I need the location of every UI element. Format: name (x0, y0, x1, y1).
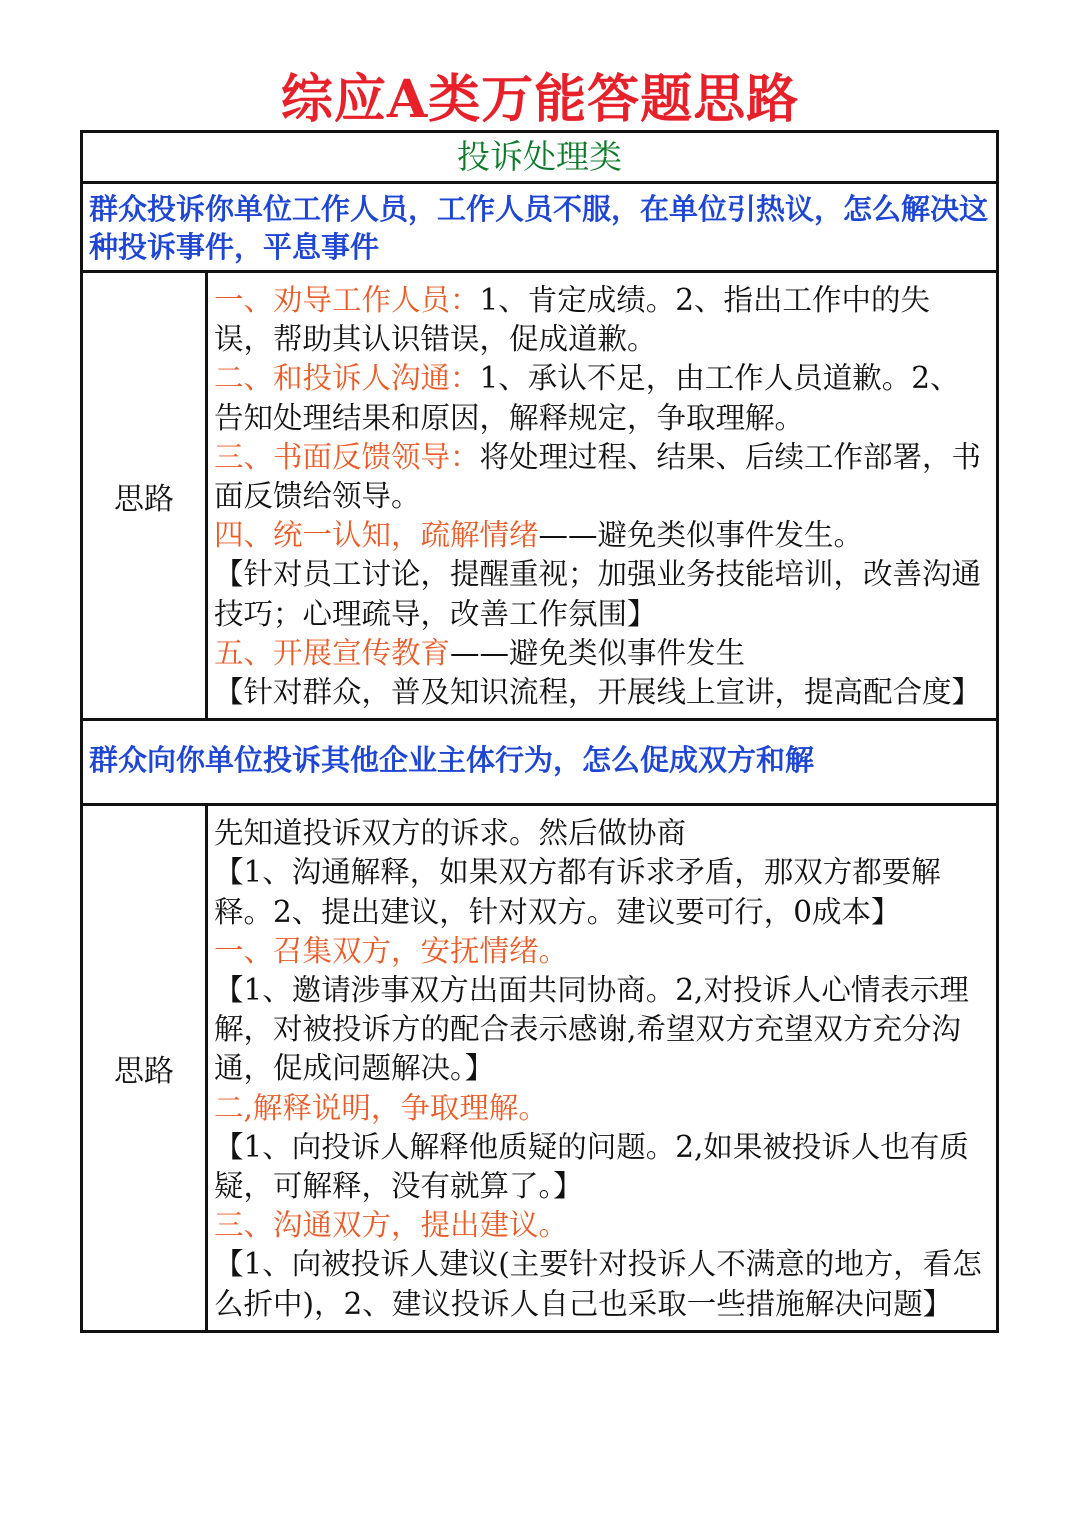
question-row (82, 720, 998, 805)
question-row (82, 183, 998, 272)
question-text: 群众投诉你单位工作人员，工作人员不服，在单位引热议，怎么解决这种投诉事件，平息事件 (82, 183, 998, 272)
answer-line (214, 1245, 986, 1323)
answer-heading: 五、开展宣传教育 (214, 635, 451, 670)
answer-text: 【针对员工讨论，提醒重视；加强业务技能培训，改善沟通技巧；心理疏导，改善工作氛围】 (214, 557, 982, 631)
answer-line (214, 1206, 986, 1245)
answer-row (82, 805, 998, 1332)
row-label: 思路 (82, 272, 207, 720)
answer-line (214, 516, 986, 555)
answer-line (214, 359, 986, 437)
category-title: 投诉处理类 (82, 132, 998, 183)
answer-line (214, 555, 986, 633)
answer-heading: 一、召集双方，安抚情绪。 (214, 933, 569, 968)
answer-line (214, 971, 986, 1089)
answer-text: 【1、沟通解释，如果双方都有诉求矛盾，那双方都要解释。2、提出建议，针对双方。建议要可行，0成本】 (214, 855, 941, 929)
answer-text: 【针对群众，普及知识流程，开展线上宣讲，提高配合度】 (214, 675, 982, 710)
answer-line (214, 438, 986, 516)
answer-line (214, 853, 986, 931)
answer-heading: 四、统一认知，疏解情绪 (214, 518, 539, 553)
answer-line (214, 1089, 986, 1128)
answer-text: 先知道投诉双方的诉求。然后做协商 (214, 816, 687, 851)
page-title: 综应A类万能答题思路 (280, 69, 800, 130)
answer-row (82, 272, 998, 720)
answer-text: ——避免类似事件发生 (450, 635, 746, 670)
category-row (82, 132, 998, 183)
answer-text: 将处理过程、结果、后续工作部署，书面反馈给领导。 (214, 439, 982, 514)
answer-line (214, 673, 986, 712)
answer-line (214, 932, 986, 971)
answer-text: 【1、向投诉人解释他质疑的问题。2,如果被投诉人也有质疑，可解释，没有就算了。】 (214, 1129, 969, 1204)
row-label: 思路 (82, 805, 207, 1332)
answer-text: 1、肯定成绩。2、指出工作中的失误，帮助其认识错误，促成道歉。 (214, 283, 931, 357)
answer-content (207, 805, 998, 1332)
answer-text: 1、承认不足，由工作人员道歉。2、告知处理结果和原因，解释规定，争取理解。 (214, 361, 960, 435)
answer-heading: 一、劝导工作人员： (214, 283, 480, 317)
answer-content (207, 272, 998, 720)
answer-text: 【1、邀请涉事双方出面共同协商。2,对投诉人心情表示理解，对被投诉方的配合表示感谢,希望双方充望双方充分沟通，促成问题解决。】 (214, 973, 969, 1086)
answer-line (214, 814, 986, 853)
answer-line (214, 634, 986, 673)
answer-line (214, 281, 986, 359)
answer-heading: 三、沟通双方，提出建议。 (214, 1208, 569, 1243)
answer-text: 【1、向被投诉人建议(主要针对投诉人不满意的地方，看怎么折中)，2、建议投诉人自己也采取一些措施解决问题】 (214, 1247, 982, 1321)
answer-text: ——避免类似事件发生。 (538, 518, 864, 553)
question-text: 群众向你单位投诉其他企业主体行为，怎么促成双方和解 (82, 720, 998, 805)
answer-table (80, 130, 999, 1333)
answer-heading: 二,解释说明，争取理解。 (214, 1090, 548, 1125)
answer-heading: 三、书面反馈领导： (214, 439, 480, 474)
answer-line (214, 1128, 986, 1206)
answer-heading: 二、和投诉人沟通： (214, 361, 480, 396)
